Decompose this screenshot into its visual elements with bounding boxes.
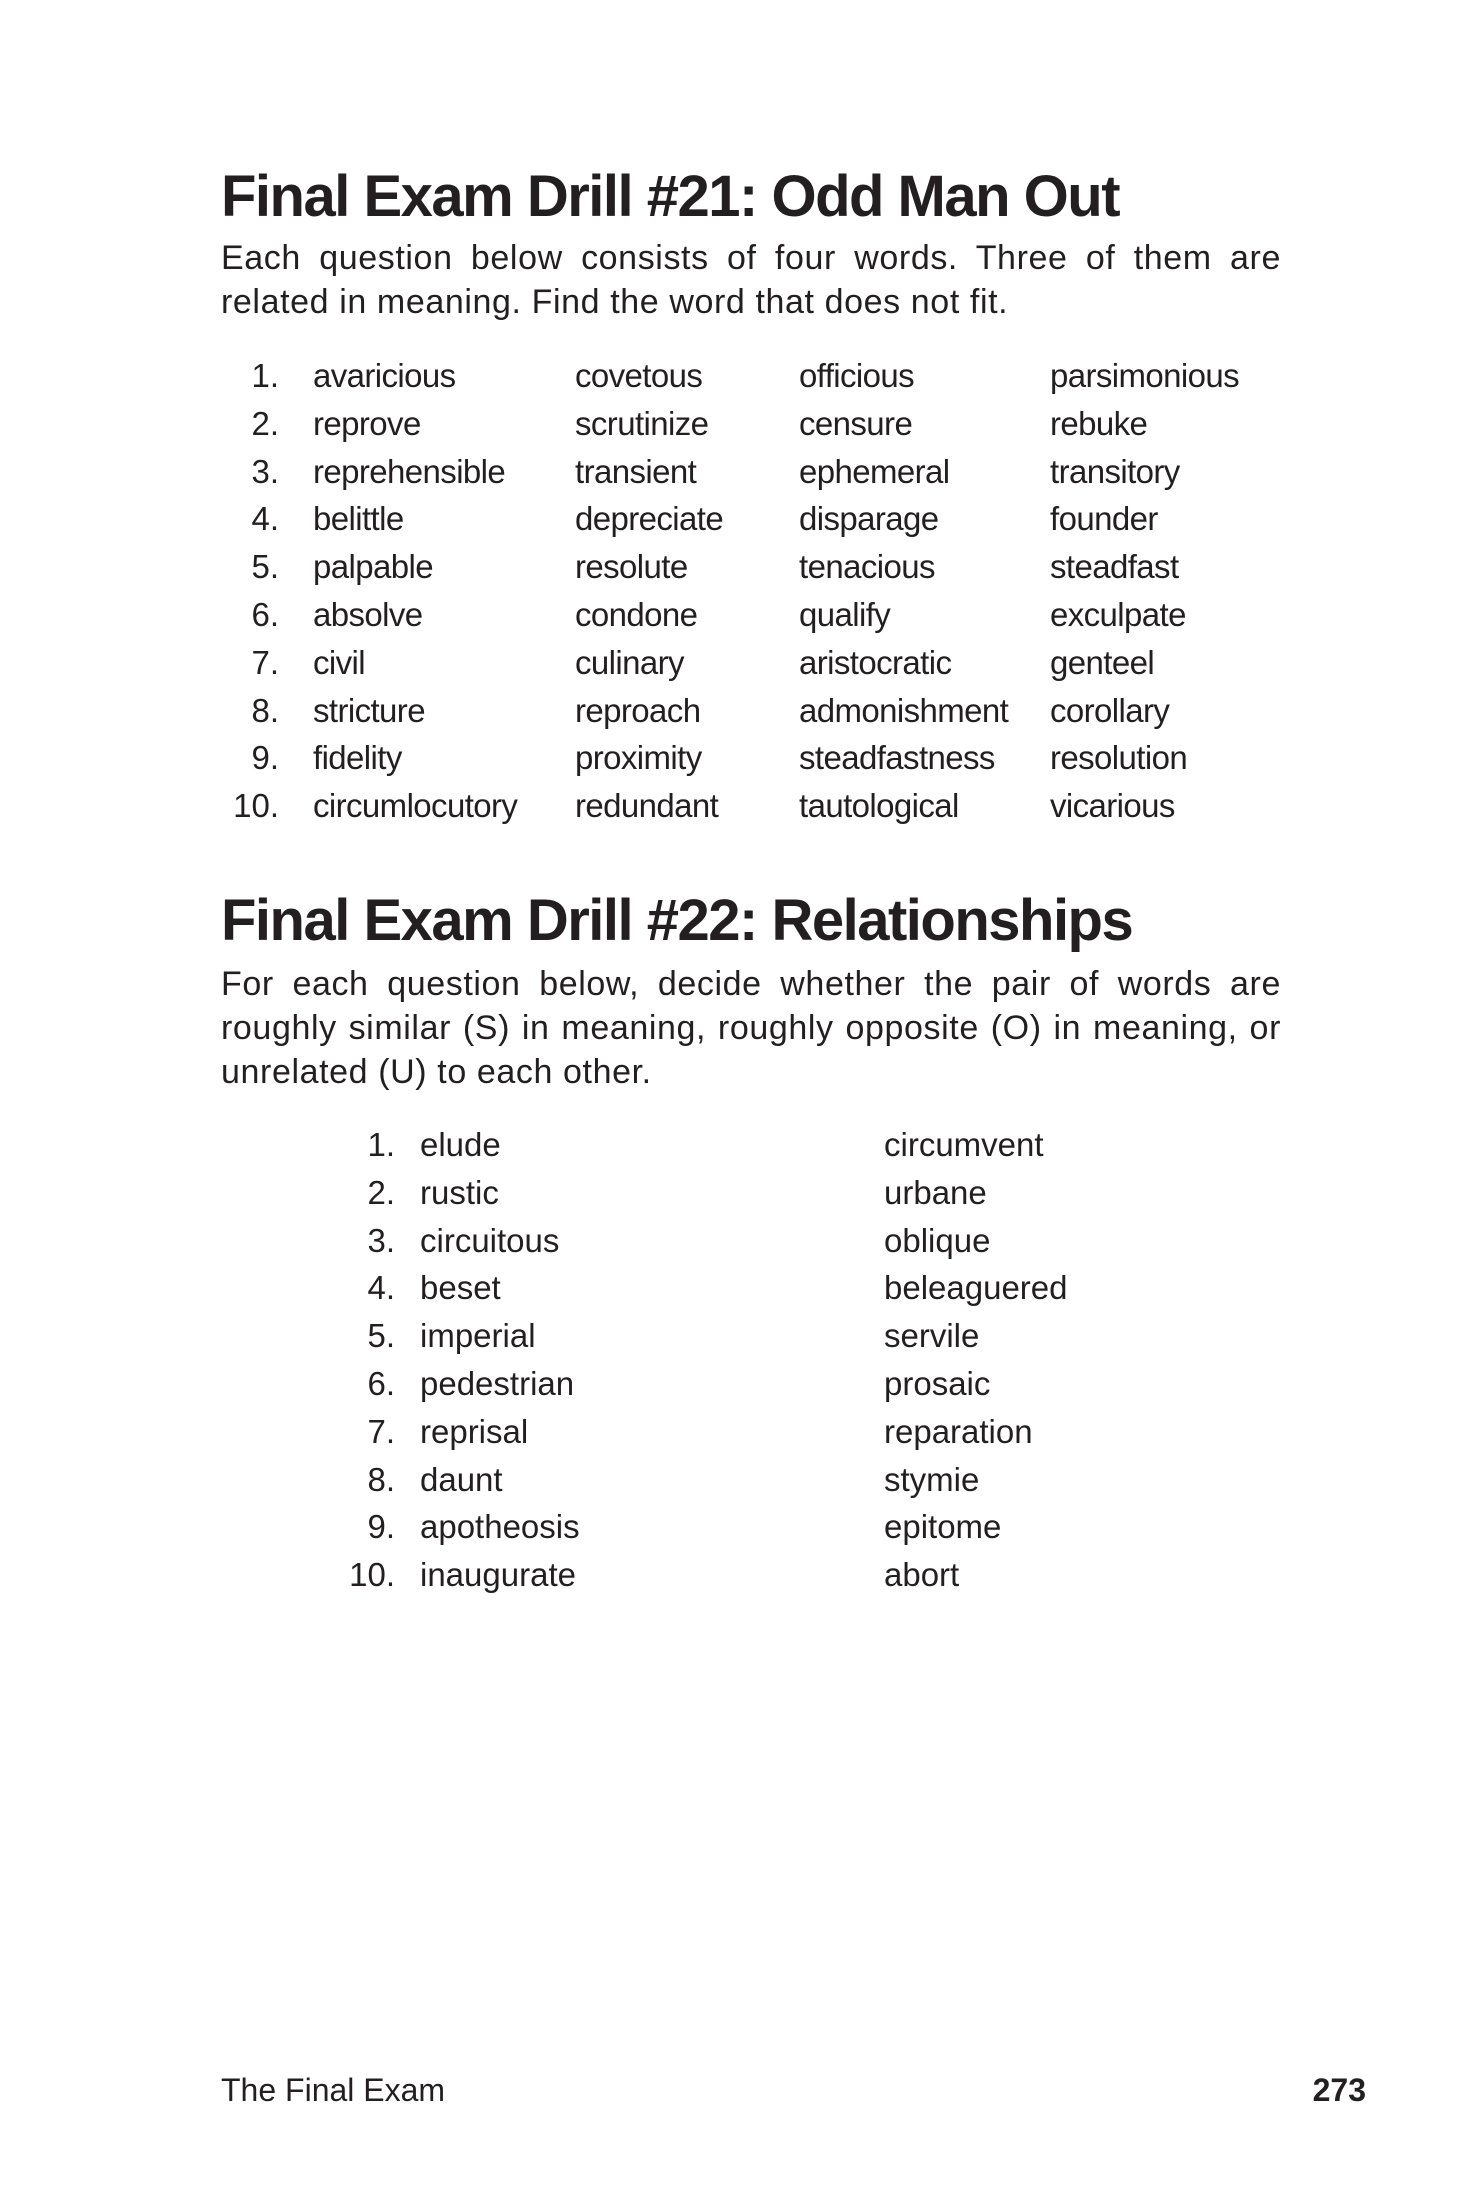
- word-second: urbane: [884, 1173, 987, 1211]
- word-first: reprisal: [420, 1412, 529, 1450]
- item-number: 7.: [251, 643, 279, 681]
- drill-21-item: [221, 782, 1281, 830]
- drill-21-item: [221, 352, 1281, 400]
- word-choice: exculpate: [1050, 595, 1186, 633]
- word-choice: corollary: [1050, 691, 1170, 729]
- word-choice: tautological: [799, 787, 959, 825]
- drill-22-item: [221, 1169, 1281, 1217]
- word-choice: culinary: [575, 643, 684, 681]
- item-number: 6.: [367, 1364, 395, 1402]
- item-number: 5.: [251, 548, 279, 586]
- item-number: 1.: [251, 357, 279, 394]
- item-number: 2.: [367, 1173, 395, 1211]
- word-first: beset: [420, 1269, 501, 1307]
- item-number: 9.: [367, 1508, 395, 1546]
- footer-section-label: The Final Exam: [221, 2072, 446, 2108]
- word-choice: avaricious: [313, 357, 456, 394]
- drill-21-item: [221, 495, 1281, 543]
- item-number: 3.: [367, 1221, 395, 1259]
- item-number: 1.: [367, 1126, 395, 1163]
- word-choice: resolute: [575, 548, 688, 586]
- word-choice: fidelity: [313, 739, 402, 777]
- word-choice: steadfast: [1050, 548, 1179, 586]
- drill-22-item: [221, 1551, 1281, 1599]
- item-number: 3.: [251, 452, 279, 490]
- word-second: reparation: [884, 1412, 1033, 1450]
- word-second: circumvent: [884, 1126, 1044, 1163]
- drill-21-item: [221, 543, 1281, 591]
- word-first: rustic: [420, 1173, 499, 1211]
- word-choice: condone: [575, 595, 698, 633]
- drill-22-word-list: [221, 1121, 1281, 1599]
- item-number: 5.: [367, 1317, 395, 1355]
- drill-22-item: [221, 1312, 1281, 1360]
- drill-22-title: Final Exam Drill #22: Relationships: [221, 888, 1133, 953]
- word-choice: reprehensible: [313, 452, 506, 490]
- drill-22-item: [221, 1217, 1281, 1265]
- word-first: circuitous: [420, 1221, 560, 1259]
- drill-21-item: [221, 591, 1281, 639]
- word-choice: reproach: [575, 691, 701, 729]
- word-first: elude: [420, 1126, 501, 1163]
- word-choice: resolution: [1050, 739, 1188, 777]
- word-choice: vicarious: [1050, 787, 1175, 825]
- word-choice: covetous: [575, 357, 703, 394]
- word-second: beleaguered: [884, 1269, 1068, 1307]
- word-choice: officious: [799, 357, 915, 394]
- word-first: daunt: [420, 1460, 503, 1498]
- drill-22-item: [221, 1408, 1281, 1456]
- drill-21-item: [221, 400, 1281, 448]
- word-choice: disparage: [799, 500, 939, 538]
- word-first: inaugurate: [420, 1556, 576, 1594]
- item-number: 8.: [367, 1460, 395, 1498]
- drill-21-item: [221, 687, 1281, 735]
- word-choice: ephemeral: [799, 452, 950, 490]
- drill-22-item: [221, 1264, 1281, 1312]
- word-choice: palpable: [313, 548, 433, 586]
- drill-21-title: Final Exam Drill #21: Odd Man Out: [221, 164, 1120, 229]
- item-number: 10.: [233, 787, 279, 825]
- drill-21-instructions: Each question below consists of four words. Three of them are related in meaning. Find the word that does not fit.: [221, 239, 1281, 321]
- drill-21-item: [221, 734, 1281, 782]
- drill-21-item: [221, 639, 1281, 687]
- word-second: epitome: [884, 1508, 1002, 1546]
- item-number: 10.: [349, 1556, 395, 1594]
- item-number: 6.: [251, 595, 279, 633]
- item-number: 8.: [251, 691, 279, 729]
- item-number: 7.: [367, 1412, 395, 1450]
- word-choice: proximity: [575, 739, 702, 777]
- word-first: imperial: [420, 1317, 536, 1355]
- word-choice: stricture: [313, 691, 425, 729]
- word-choice: reprove: [313, 404, 421, 442]
- drill-22-item: [221, 1121, 1281, 1169]
- word-choice: transient: [575, 452, 697, 490]
- word-second: abort: [884, 1556, 960, 1594]
- item-number: 2.: [251, 404, 279, 442]
- word-second: oblique: [884, 1221, 991, 1259]
- drill-22-item: [221, 1360, 1281, 1408]
- word-first: pedestrian: [420, 1364, 575, 1402]
- word-choice: rebuke: [1050, 404, 1148, 442]
- drill-22-item: [221, 1503, 1281, 1551]
- word-choice: aristocratic: [799, 643, 952, 681]
- word-choice: belittle: [313, 500, 404, 538]
- word-choice: admonishment: [799, 691, 1009, 729]
- word-first: apotheosis: [420, 1508, 580, 1546]
- word-choice: transitory: [1050, 452, 1180, 490]
- word-choice: absolve: [313, 595, 423, 633]
- page-number: 273: [1312, 2072, 1366, 2108]
- word-second: stymie: [884, 1460, 980, 1498]
- item-number: 9.: [251, 739, 279, 777]
- item-number: 4.: [367, 1269, 395, 1307]
- word-choice: parsimonious: [1050, 357, 1240, 394]
- word-second: servile: [884, 1317, 980, 1355]
- word-choice: genteel: [1050, 643, 1155, 681]
- drill-22-instructions: For each question below, decide whether the pair of words are roughly similar (S) in meaning, roughly opposite (O) in meaning, or unrelated (U) to each other.: [221, 965, 1281, 1091]
- word-choice: steadfastness: [799, 739, 995, 777]
- word-choice: tenacious: [799, 548, 935, 586]
- word-choice: scrutinize: [575, 404, 709, 442]
- item-number: 4.: [251, 500, 279, 538]
- word-choice: qualify: [799, 595, 891, 633]
- word-choice: circumlocutory: [313, 787, 518, 825]
- word-choice: censure: [799, 404, 913, 442]
- word-choice: depreciate: [575, 500, 724, 538]
- drill-22-item: [221, 1456, 1281, 1504]
- word-choice: civil: [313, 643, 365, 681]
- word-second: prosaic: [884, 1364, 991, 1402]
- drill-21-word-list: [221, 352, 1281, 830]
- word-choice: redundant: [575, 787, 719, 825]
- drill-21-item: [221, 448, 1281, 496]
- word-choice: founder: [1050, 500, 1158, 538]
